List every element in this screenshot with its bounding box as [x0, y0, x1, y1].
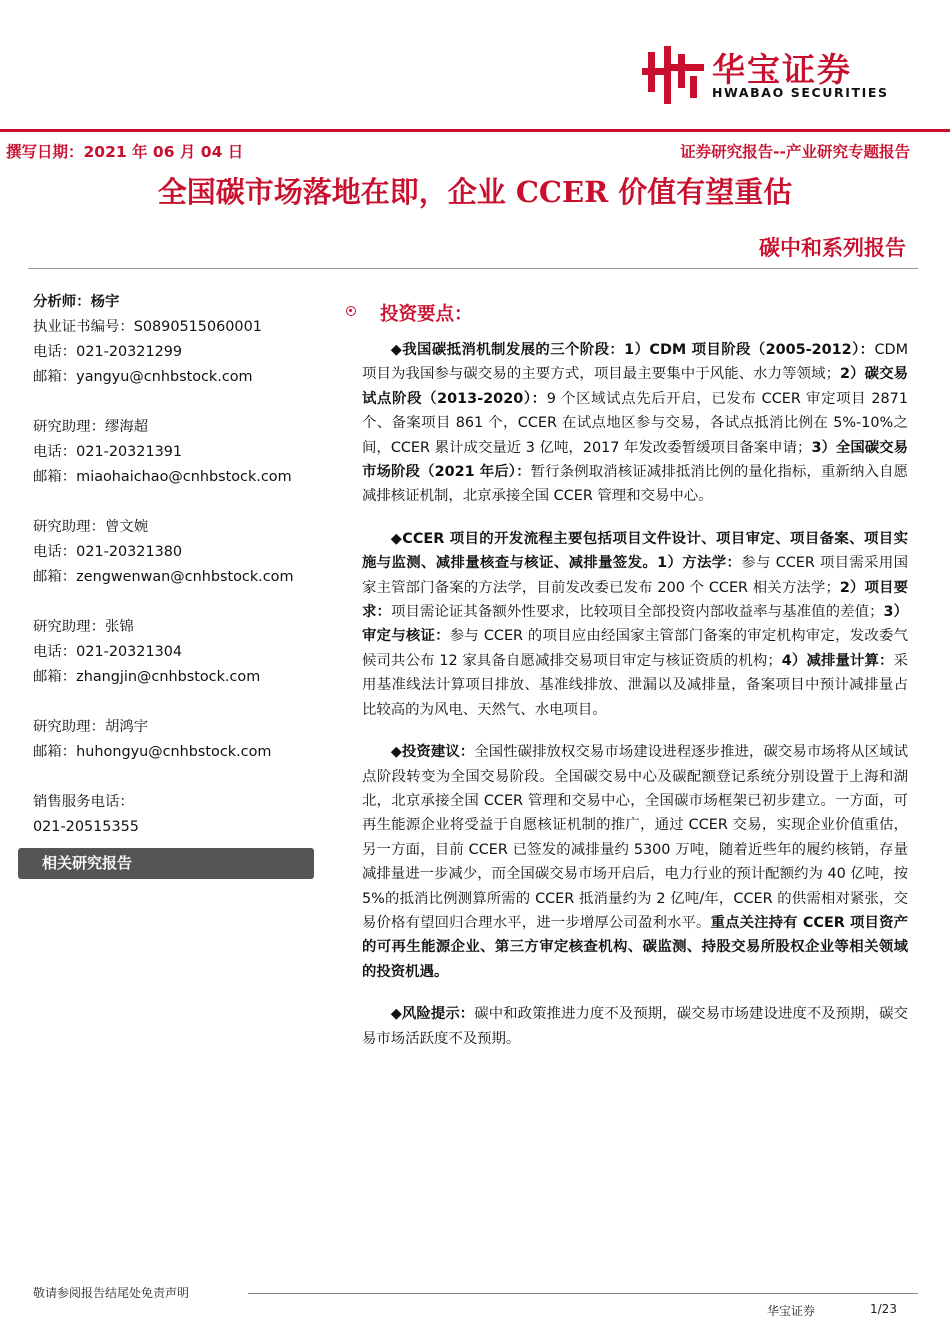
assistant-email: 邮箱：miaohaichao@cnhbstock.com — [33, 469, 292, 485]
report-type: 证券研究报告--产业研究专题报告 — [680, 143, 910, 161]
report-date: 撰写日期：2021 年 06 月 04 日 — [6, 143, 244, 161]
paragraph-text: 暂行条例取消核证减排抵消比例的量化指标，重新纳入自愿减排核证机制，北京承接全国 CCER 管理和交易中心。 — [362, 464, 908, 505]
footer-brand: 华宝证券 — [767, 1304, 816, 1318]
disclaimer-note: 敬请参阅报告结尾处免责声明 — [33, 1286, 190, 1300]
page-number: 1/23 — [870, 1302, 897, 1316]
sales-phone: 021-20515355 — [33, 819, 139, 835]
bullet-circle-icon — [346, 306, 356, 316]
paragraph-offset-stages — [362, 338, 908, 509]
logo-chinese-name: 华宝证券 — [712, 50, 852, 89]
assistant-name: 研究助理：张锦 — [33, 619, 134, 635]
paragraph-text: 9 个区域试点先后开启，已发布 CCER 审定项目 2871 个、备案项目 861 个，CCER 在试点地区参与交易，各试点抵消比例在 5%-10%之间，CCER 累计成交量近 3 亿吨，2017 年发改委暂缓项目备案申请； — [362, 390, 908, 456]
paragraph-risk — [362, 1002, 908, 1051]
assistant-email: 邮箱：huhongyu@cnhbstock.com — [33, 744, 272, 760]
paragraph-heading: 2）项目要求： — [362, 579, 908, 621]
paragraph-heading: ◆投资建议： — [390, 744, 475, 761]
analyst-panel — [33, 290, 323, 840]
paragraph-heading: ◆风险提示： — [390, 1006, 475, 1023]
analyst-cert: 执业证书编号：S0890515060001 — [33, 319, 262, 335]
paragraph-investment-advice — [362, 740, 908, 984]
report-series: 碳中和系列报告 — [759, 235, 906, 260]
related-reports-header: 相关研究报告 — [18, 848, 314, 879]
assistant-phone: 电话：021-20321391 — [33, 444, 183, 460]
footer-divider — [248, 1293, 918, 1294]
analyst-phone: 电话：021-20321299 — [33, 344, 183, 360]
assistant-email: 邮箱：zengwenwan@cnhbstock.com — [33, 569, 294, 585]
assistant-name: 研究助理：缪海超 — [33, 419, 149, 435]
assistant-phone: 电话：021-20321304 — [33, 644, 183, 660]
assistant-name: 研究助理：胡鸿宇 — [33, 719, 149, 735]
paragraph-heading: ◆CCER 项目的开发流程主要包括项目文件设计、项目审定、项目备案、项目实施与监测、减排量核查与核证、减排量签发。1）方法学： — [362, 530, 908, 572]
paragraph-text: 参与 CCER 项目需采用国家主管部门备案的方法学，目前发改委已发布 200 个 CCER 相关方法学； — [362, 555, 909, 596]
paragraph-heading: 2）碳交易试点阶段（2013-2020）： — [362, 366, 908, 407]
key-points-title: 投资要点： — [380, 304, 473, 325]
paragraph-heading: ◆我国碳抵消机制发展的三个阶段：1）CDM 项目阶段（2005-2012）： — [390, 342, 875, 358]
sales-label: 销售服务电话： — [33, 794, 134, 810]
hwabao-logo-icon — [642, 46, 704, 104]
paragraph-text: 参与 CCER 的项目应由经国家主管部门备案的审定机构审定，发改委气候司共公布 12 家具备自愿减排交易项目审定与核证资质的机构； — [362, 628, 908, 669]
paragraph-text: 项目需论证其备额外性要求，比较项目全部投资内部收益率与基准值的差值； — [390, 604, 884, 621]
assistant-email: 邮箱：zhangjin@cnhbstock.com — [33, 669, 261, 685]
header-divider — [0, 129, 950, 132]
paragraph-text: 碳中和政策推进力度不及预期，碳交易市场建设进度不及预期，碳交易市场活跃度不及预期。 — [362, 1006, 908, 1047]
key-points-body — [362, 338, 908, 1069]
paragraph-heading: 重点关注持有 CCER 项目资产的可再生能源企业、第三方审定核查机构、碳监测、持股交易所股权企业等相关领域的投资机遇。 — [362, 914, 908, 980]
logo-english-name: HWABAO SECURITIES — [712, 85, 889, 100]
assistant-phone: 电话：021-20321380 — [33, 544, 183, 560]
paragraph-text: 全国性碳排放权交易市场建设进程逐步推进，碳交易市场将从区域试点阶段转变为全国交易阶段。全国碳交易中心及碳配额登记系统分别设置于上海和湖北，北京承接全国 CCER 管理和交易中心，全国碳市场框架已初步建立。一方面，可再生能源企业将受益于自愿核证机制的推广，通过 CCER 交易，实现企业价值重估，另一方面，目前 CCER 已签发的减排量约 5300 万吨，随着近些年的履约核销，存量减排量进一步减少，而全国碳交易市场开启后，电力行业的预计配额约为 40 亿吨，按 5%的抵消比例测算所需的 CCER 抵消量约为 2 亿吨/年，CCER 的供需相对紧张，交易价格有望回归合理水平，进一步增厚公司盈利水平。 — [362, 744, 908, 931]
title-divider — [28, 268, 918, 269]
analyst-name: 分析师：杨宇 — [33, 294, 120, 310]
paragraph-ccer-process — [362, 527, 908, 722]
paragraph-heading: 4）减排量计算： — [781, 652, 894, 669]
paragraph-heading: 3）审定与核证： — [362, 604, 908, 645]
assistant-name: 研究助理：曾文婉 — [33, 519, 149, 535]
report-title: 全国碳市场落地在即，企业 CCER 价值有望重估 — [157, 175, 793, 209]
analyst-email: 邮箱：yangyu@cnhbstock.com — [33, 369, 253, 385]
paragraph-text: CDM 项目为我国参与碳交易的主要方式，项目最主要集中于风能、水力等领域； — [362, 342, 908, 383]
paragraph-heading: 3）全国碳交易市场阶段（2021 年后）： — [362, 439, 908, 481]
paragraph-text: 采用基准线法计算项目排放、基准线排放、泄漏以及减排量，备案项目中预计减排量占比较高的为风电、天然气、水电项目。 — [362, 652, 908, 718]
